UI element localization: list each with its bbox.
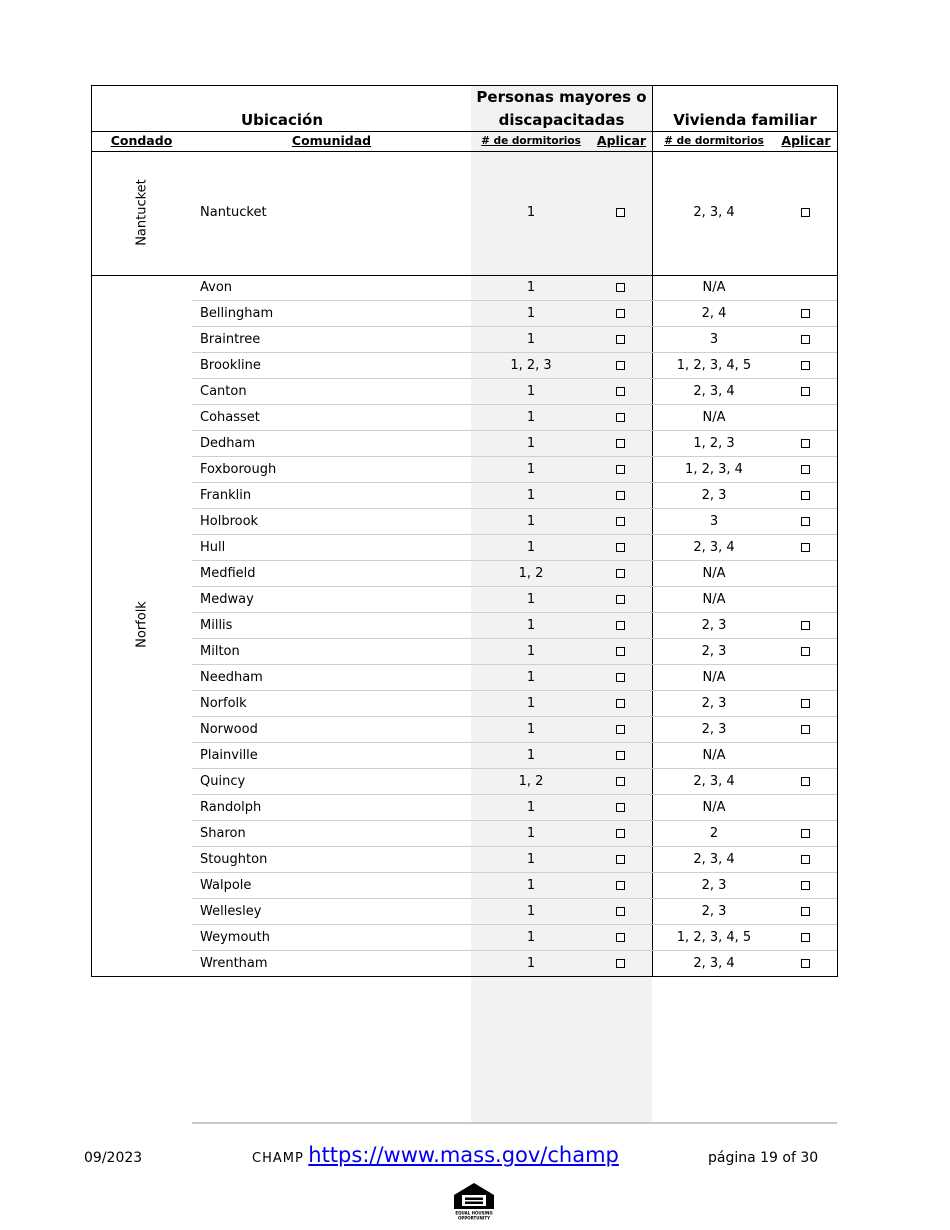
elderly-apply-checkbox[interactable] [616, 387, 625, 396]
row-separator [192, 872, 837, 873]
elderly-apply-checkbox[interactable] [616, 361, 625, 370]
family-apply-checkbox[interactable] [801, 881, 810, 890]
footer-page: página 19 of 30 [708, 1150, 819, 1166]
elderly-apply-checkbox[interactable] [616, 959, 625, 968]
elderly-apply-checkbox[interactable] [616, 673, 625, 682]
elderly-apply-checkbox[interactable] [616, 725, 625, 734]
header-family: Vivienda familiar [673, 111, 817, 129]
family-bedrooms: 2, 3, 4 [693, 205, 735, 220]
col-county: Condado [110, 133, 173, 148]
family-bedrooms: N/A [702, 800, 726, 815]
elderly-bedrooms: 1 [526, 826, 536, 841]
community-name: Sharon [200, 826, 246, 841]
row-separator [192, 638, 837, 639]
elderly-apply-checkbox[interactable] [616, 517, 625, 526]
family-apply-checkbox[interactable] [801, 361, 810, 370]
elderly-apply-checkbox[interactable] [616, 751, 625, 760]
row-separator [192, 820, 837, 821]
family-bedrooms: 2, 3, 4 [693, 384, 735, 399]
family-bedrooms: N/A [702, 670, 726, 685]
family-bedrooms: 2, 3 [701, 488, 727, 503]
family-apply-checkbox[interactable] [801, 777, 810, 786]
family-bedrooms: 2 [709, 826, 719, 841]
family-bedrooms: 2, 3 [701, 618, 727, 633]
elderly-bedrooms: 1 [526, 592, 536, 607]
family-apply-checkbox[interactable] [801, 725, 810, 734]
row-separator [192, 300, 837, 301]
header-elderly-line1: Personas mayores o [476, 88, 647, 106]
row-separator [192, 586, 837, 587]
elderly-bedrooms: 1 [526, 488, 536, 503]
community-name: Avon [200, 280, 233, 295]
col-bedrooms-family: # de dormitorios [664, 135, 764, 147]
row-separator [192, 378, 837, 379]
family-apply-checkbox[interactable] [801, 959, 810, 968]
family-bedrooms: 2, 3, 4 [693, 540, 735, 555]
col-apply-family: Aplicar [781, 133, 831, 148]
row-separator [192, 716, 837, 717]
footer-date: 09/2023 [84, 1150, 143, 1166]
family-apply-checkbox[interactable] [801, 907, 810, 916]
row-separator [192, 768, 837, 769]
community-name: Milton [200, 644, 240, 659]
row-separator [192, 482, 837, 483]
elderly-apply-checkbox[interactable] [616, 595, 625, 604]
elderly-apply-checkbox[interactable] [616, 413, 625, 422]
elderly-bedrooms: 1 [526, 280, 536, 295]
elderly-bedrooms: 1, 2, 3 [510, 358, 552, 373]
county-norfolk: Norfolk [134, 601, 150, 648]
elderly-apply-checkbox[interactable] [616, 881, 625, 890]
community-name: Wrentham [200, 956, 268, 971]
family-bedrooms: N/A [702, 280, 726, 295]
elderly-bedrooms: 1, 2 [518, 774, 544, 789]
community-name: Franklin [200, 488, 252, 503]
community-name: Braintree [200, 332, 261, 347]
elderly-apply-checkbox[interactable] [616, 803, 625, 812]
elderly-apply-checkbox[interactable] [616, 439, 625, 448]
elderly-apply-checkbox[interactable] [616, 647, 625, 656]
elderly-apply-checkbox[interactable] [616, 829, 625, 838]
family-bedrooms: 2, 3 [701, 644, 727, 659]
family-apply-checkbox[interactable] [801, 208, 810, 217]
family-apply-checkbox[interactable] [801, 387, 810, 396]
community-name: Holbrook [200, 514, 259, 529]
elderly-bedrooms: 1 [526, 462, 536, 477]
col-apply-elderly: Aplicar [596, 133, 647, 148]
row-separator [192, 742, 837, 743]
family-apply-checkbox[interactable] [801, 647, 810, 656]
community-name: Weymouth [200, 930, 270, 945]
family-bedrooms: N/A [702, 592, 726, 607]
elderly-bedrooms: 1 [526, 410, 536, 425]
family-bedrooms: 2, 3, 4 [693, 852, 735, 867]
elderly-bedrooms: 1 [526, 540, 536, 555]
community-name: Cohasset [200, 410, 260, 425]
community-name: Nantucket [200, 205, 267, 220]
row-separator [192, 326, 837, 327]
family-bedrooms: 2, 4 [701, 306, 727, 321]
family-apply-checkbox[interactable] [801, 465, 810, 474]
row-separator [192, 690, 837, 691]
elderly-bedrooms: 1 [526, 696, 536, 711]
elderly-apply-checkbox[interactable] [616, 543, 625, 552]
elderly-bedrooms: 1 [526, 852, 536, 867]
community-name: Medfield [200, 566, 256, 581]
elderly-bedrooms: 1 [526, 436, 536, 451]
elderly-bedrooms: 1 [526, 306, 536, 321]
family-bedrooms: 2, 3, 4 [693, 774, 735, 789]
county-nantucket: Nantucket [134, 179, 150, 246]
elderly-apply-checkbox[interactable] [616, 465, 625, 474]
community-name: Hull [200, 540, 226, 555]
row-separator [192, 430, 837, 431]
equal-housing-opportunity-icon [450, 1181, 498, 1221]
header-rule [91, 131, 838, 132]
row-separator [192, 950, 837, 951]
family-bedrooms: N/A [702, 410, 726, 425]
elderly-apply-checkbox[interactable] [616, 855, 625, 864]
elderly-bedrooms: 1 [526, 878, 536, 893]
elderly-bedrooms: 1 [526, 722, 536, 737]
community-name: Randolph [200, 800, 262, 815]
community-name: Walpole [200, 878, 252, 893]
community-name: Bellingham [200, 306, 274, 321]
row-separator [192, 352, 837, 353]
family-bedrooms: 1, 2, 3 [693, 436, 735, 451]
family-bedrooms: 1, 2, 3, 4, 5 [676, 358, 752, 373]
elderly-apply-checkbox[interactable] [616, 309, 625, 318]
header-elderly-line2: discapacitadas [498, 111, 625, 129]
elderly-apply-checkbox[interactable] [616, 208, 625, 217]
family-bedrooms: 2, 3 [701, 904, 727, 919]
row-separator [192, 898, 837, 899]
footer-rule [192, 1122, 837, 1124]
elderly-bedrooms: 1 [526, 644, 536, 659]
family-apply-checkbox[interactable] [801, 829, 810, 838]
elderly-bedrooms: 1 [526, 332, 536, 347]
community-name: Dedham [200, 436, 256, 451]
community-name: Foxborough [200, 462, 277, 477]
footer-brand [252, 1143, 619, 1167]
row-separator [192, 508, 837, 509]
family-apply-checkbox[interactable] [801, 309, 810, 318]
elderly-apply-checkbox[interactable] [616, 621, 625, 630]
family-bedrooms: 3 [709, 514, 719, 529]
community-name: Norfolk [200, 696, 247, 711]
elderly-bedrooms: 1 [526, 930, 536, 945]
family-bedrooms: 1, 2, 3, 4 [685, 462, 743, 477]
family-bedrooms: 2, 3 [701, 878, 727, 893]
row-separator [192, 560, 837, 561]
family-apply-checkbox[interactable] [801, 517, 810, 526]
elderly-apply-checkbox[interactable] [616, 777, 625, 786]
community-name: Quincy [200, 774, 246, 789]
family-bedrooms: 3 [709, 332, 719, 347]
row-separator [192, 794, 837, 795]
elderly-apply-checkbox[interactable] [616, 283, 625, 292]
family-bedrooms: 2, 3 [701, 722, 727, 737]
elderly-bedrooms: 1 [526, 384, 536, 399]
eho-caption-line2: OPPORTUNITY [457, 1215, 491, 1221]
row-separator [192, 924, 837, 925]
elderly-apply-checkbox[interactable] [616, 335, 625, 344]
community-name: Millis [200, 618, 233, 633]
family-apply-checkbox[interactable] [801, 543, 810, 552]
eho-caption-line1: EQUAL HOUSING [455, 1210, 493, 1216]
community-name: Norwood [200, 722, 258, 737]
elderly-apply-checkbox[interactable] [616, 907, 625, 916]
elderly-bedrooms: 1 [526, 618, 536, 633]
elderly-bedrooms: 1 [526, 800, 536, 815]
family-apply-checkbox[interactable] [801, 933, 810, 942]
elderly-bedrooms: 1 [526, 205, 536, 220]
family-bedrooms: N/A [702, 566, 726, 581]
family-apply-checkbox[interactable] [801, 855, 810, 864]
elderly-bedrooms: 1 [526, 670, 536, 685]
elderly-bedrooms: 1 [526, 904, 536, 919]
family-apply-checkbox[interactable] [801, 621, 810, 630]
community-name: Medway [200, 592, 254, 607]
header-location: Ubicación [240, 111, 324, 129]
family-apply-checkbox[interactable] [801, 335, 810, 344]
footer-program: CHAMP [252, 1151, 304, 1166]
row-separator [192, 612, 837, 613]
family-bedrooms: 2, 3, 4 [693, 956, 735, 971]
elderly-bedrooms: 1 [526, 956, 536, 971]
col-community: Comunidad [291, 133, 372, 148]
community-name: Plainville [200, 748, 258, 763]
row-separator [192, 534, 837, 535]
row-separator [192, 456, 837, 457]
community-name: Canton [200, 384, 247, 399]
col-bedrooms-elderly: # de dormitorios [481, 135, 581, 147]
footer-link[interactable]: https://www.mass.gov/champ [308, 1143, 619, 1167]
family-bedrooms: N/A [702, 748, 726, 763]
community-name: Needham [200, 670, 263, 685]
elderly-apply-checkbox[interactable] [616, 491, 625, 500]
row-separator [192, 404, 837, 405]
elderly-apply-checkbox[interactable] [616, 699, 625, 708]
community-name: Brookline [200, 358, 261, 373]
elderly-bedrooms: 1, 2 [518, 566, 544, 581]
family-apply-checkbox[interactable] [801, 491, 810, 500]
family-bedrooms: 2, 3 [701, 696, 727, 711]
family-apply-checkbox[interactable] [801, 439, 810, 448]
family-bedrooms: 1, 2, 3, 4, 5 [676, 930, 752, 945]
community-name: Wellesley [200, 904, 262, 919]
elderly-bedrooms: 1 [526, 748, 536, 763]
elderly-apply-checkbox[interactable] [616, 569, 625, 578]
elderly-apply-checkbox[interactable] [616, 933, 625, 942]
row-separator [192, 664, 837, 665]
community-name: Stoughton [200, 852, 268, 867]
elderly-bedrooms: 1 [526, 514, 536, 529]
family-apply-checkbox[interactable] [801, 699, 810, 708]
row-separator [192, 846, 837, 847]
